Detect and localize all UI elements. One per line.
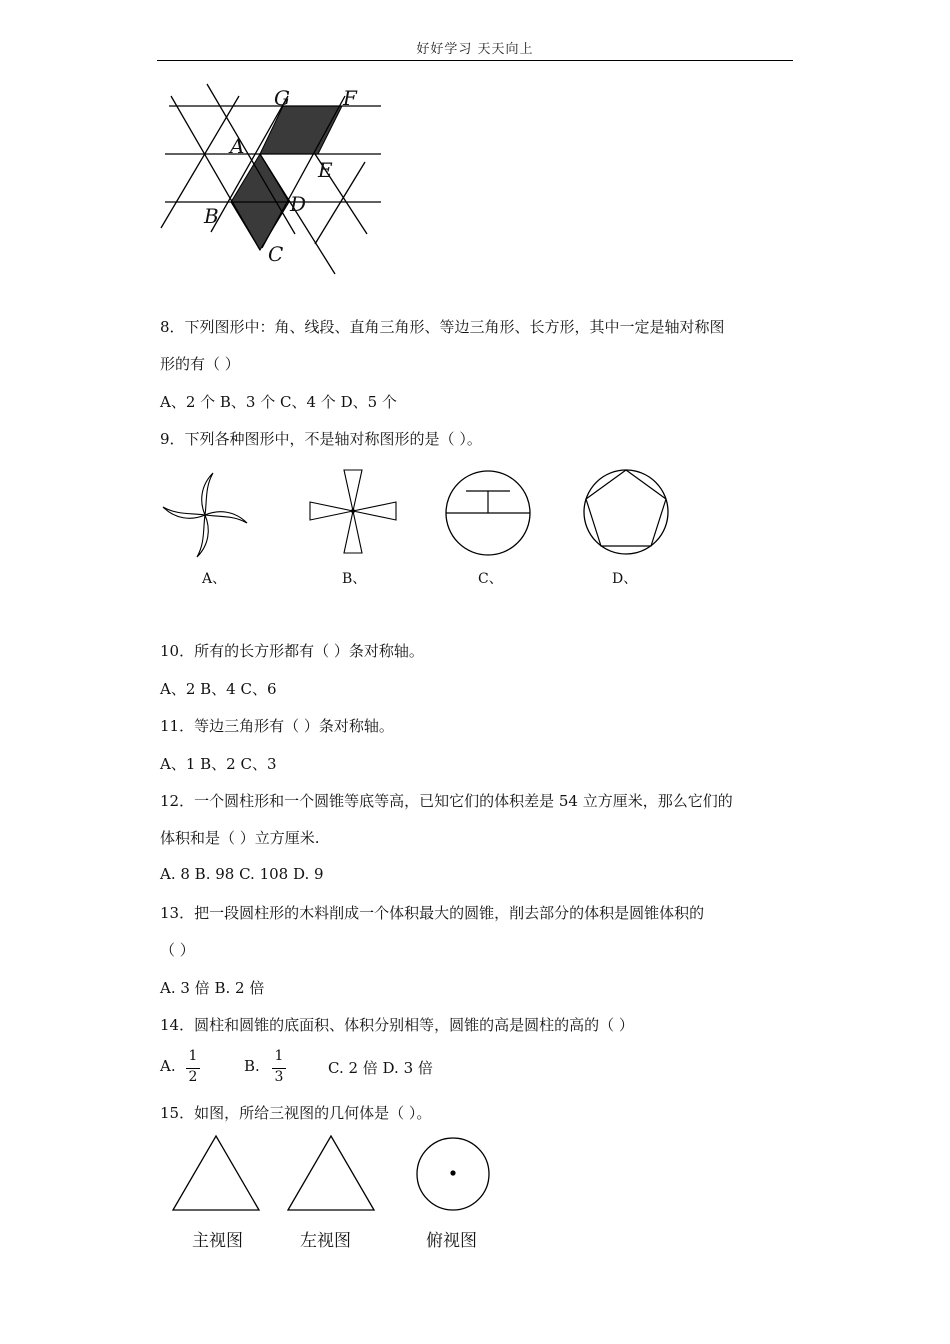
q10-stem: 10．所有的长方形都有（ ）条对称轴。 (160, 642, 424, 660)
q15-top-view-circle (413, 1134, 493, 1214)
q10-options: A、2 B、4 C、6 (160, 680, 277, 698)
q15-caption-left: 左视图 (300, 1231, 351, 1251)
q15-caption-top: 俯视图 (426, 1231, 477, 1251)
q14-option-b-denominator: 3 (274, 1069, 284, 1085)
label-g: G (274, 86, 290, 110)
q9-label-c: C、 (478, 571, 503, 587)
q9-figure-d-pentagon (582, 468, 670, 556)
q14-option-rest: C. 2 倍 D. 3 倍 (328, 1059, 433, 1077)
q11-stem: 11．等边三角形有（ ）条对称轴。 (160, 717, 394, 735)
q15-left-view-triangle (285, 1134, 377, 1214)
q8-stem-line2: 形的有（ ） (160, 355, 240, 373)
q12-stem-line1: 12．一个圆柱形和一个圆锥等底等高，已知它们的体积差是 54 立方厘米，那么它们的 (160, 792, 733, 810)
label-e: E (318, 158, 333, 182)
q14-stem: 14．圆柱和圆锥的底面积、体积分别相等，圆锥的高是圆柱的高的（ ） (160, 1016, 634, 1034)
q14-option-a-numerator: 1 (188, 1048, 198, 1064)
q13-stem-line1: 13．把一段圆柱形的木料削成一个体积最大的圆锥，削去部分的体积是圆锥体积的 (160, 904, 705, 922)
q9-label-b: B、 (342, 571, 367, 587)
q14-option-b-label: B. (244, 1057, 260, 1075)
q14-option-b-numerator: 1 (274, 1048, 284, 1064)
q11-options: A、1 B、2 C、3 (160, 755, 277, 773)
q13-stem-line2: （ ） (160, 941, 195, 959)
q14-option-a-denominator: 2 (188, 1069, 198, 1085)
label-c: C (268, 242, 284, 266)
q9-figure-c-circle-bars (444, 469, 532, 557)
q9-label-d: D、 (612, 571, 638, 587)
label-f: F (343, 86, 357, 110)
label-a: A (230, 134, 245, 158)
q9-stem: 9．下列各种图形中，不是轴对称图形的是（ ）。 (160, 430, 482, 448)
label-d: D (290, 192, 307, 216)
page-header: 好好学习 天天向上 (416, 42, 534, 57)
q9-figure-a-pinwheel (160, 470, 250, 560)
q8-stem-line1: 8．下列图形中：角、线段、直角三角形、等边三角形、长方形，其中一定是轴对称图 (160, 318, 725, 336)
q8-options: A、2 个 B、3 个 C、4 个 D、5 个 (160, 393, 397, 411)
q9-label-a: A、 (202, 571, 227, 587)
shaded-parallelogram (260, 106, 342, 154)
q12-stem-line2: 体积和是（ ）立方厘米. (160, 829, 320, 847)
label-b: B (204, 204, 219, 228)
q14-option-a-label: A. (160, 1057, 176, 1075)
q15-front-view-triangle (170, 1134, 262, 1214)
q15-stem: 15．如图，所给三视图的几何体是（ ）。 (160, 1104, 432, 1122)
q12-options: A. 8 B. 98 C. 108 D. 9 (160, 865, 324, 883)
q15-caption-front: 主视图 (192, 1231, 243, 1251)
header-rule (157, 60, 793, 61)
q9-figure-b-cross (308, 470, 398, 556)
q13-options: A. 3 倍 B. 2 倍 (160, 979, 265, 997)
